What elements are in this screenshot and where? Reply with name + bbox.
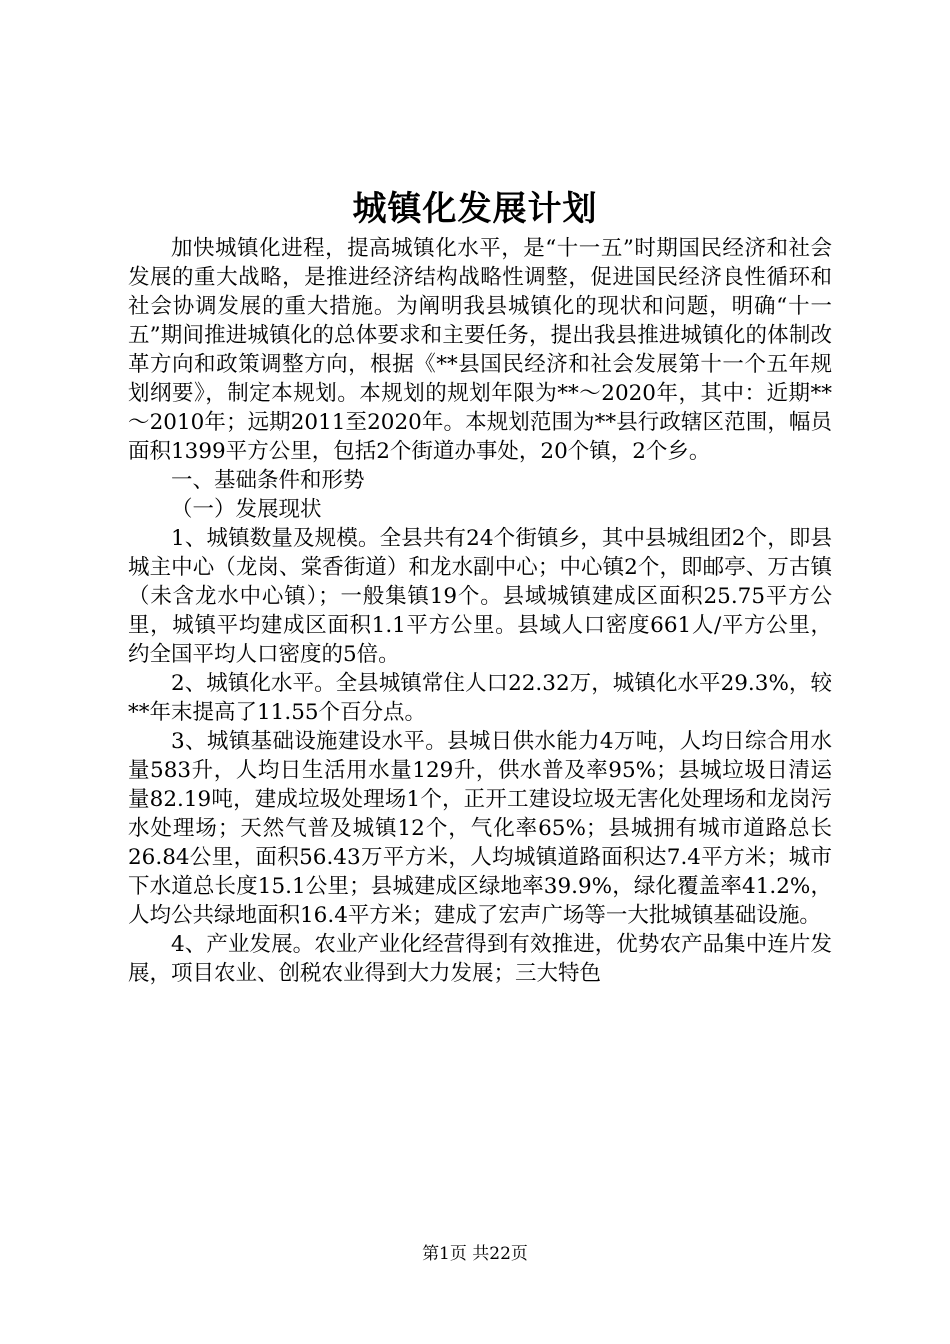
paragraph-infrastructure: 3、城镇基础设施建设水平。县城日供水能力4万吨，人均日综合用水量583升，人均日生活用水量129升，供水普及率95%；县城垃圾日清运量82.19吨，建成垃圾处理场1个，正开工建设垃圾无害化处理场和龙岗污水处理场；天然气普及城镇12个，气化率65%；县城拥有城市道路总长26.84公里，面积56.43万平方米，人均城镇道路面积达7.4平方米；城市下水道总长度15.1公里；县城建成区绿地率39.9%，绿化覆盖率41.2%，人均公共绿地面积16.4平方米；建成了宏声广场等一大批城镇基础设施。 (128, 729, 832, 928)
document-title: 城镇化发展计划 (352, 189, 598, 229)
page-footer: 第1页 共22页 (422, 1244, 528, 1264)
paragraph-intro: 加快城镇化进程，提高城镇化水平，是“十一五”时期国民经济和社会发展的重大战略，是推进经济结构战略性调整，促进国民经济良性循环和社会协调发展的重大措施。为阐明我县城镇化的现状和问题，明确“十一五”期间推进城镇化的总体要求和主要任务，提出我县推进城镇化的体制改革方向和政策调整方向，根据《**县国民经济和社会发展第十一个五年规划纲要》，制定本规划。本规划的规划年限为**～2020年，其中：近期**～2010年；远期2011至2020年。本规划范围为**县行政辖区范围，幅员面积1399平方公里，包括2个街道办事处，20个镇，2个乡。 (128, 236, 832, 464)
paragraph-town-scale: 1、城镇数量及规模。全县共有24个街镇乡，其中县城组团2个，即县城主中心（龙岗、棠香街道）和龙水副中心；中心镇2个，即邮亭、万古镇（未含龙水中心镇）；一般集镇19个。县域城镇建成区面积25.75平方公里，城镇平均建成区面积1.1平方公里。县域人口密度661人/平方公里，约全国平均人口密度的5倍。 (128, 526, 832, 667)
paragraph-industry: 4、产业发展。农业产业化经营得到有效推进，优势农产品集中连片发展，项目农业、创税农业得到大力发展；三大特色 (128, 932, 832, 986)
section-heading: 一、基础条件和形势 (171, 468, 365, 493)
paragraph-urbanization-level: 2、城镇化水平。全县城镇常住人口22.32万，城镇化水平29.3%，较**年末提高了11.55个百分点。 (128, 671, 832, 725)
subsection-heading: （一）发展现状 (171, 497, 322, 522)
document-body (128, 234, 832, 988)
